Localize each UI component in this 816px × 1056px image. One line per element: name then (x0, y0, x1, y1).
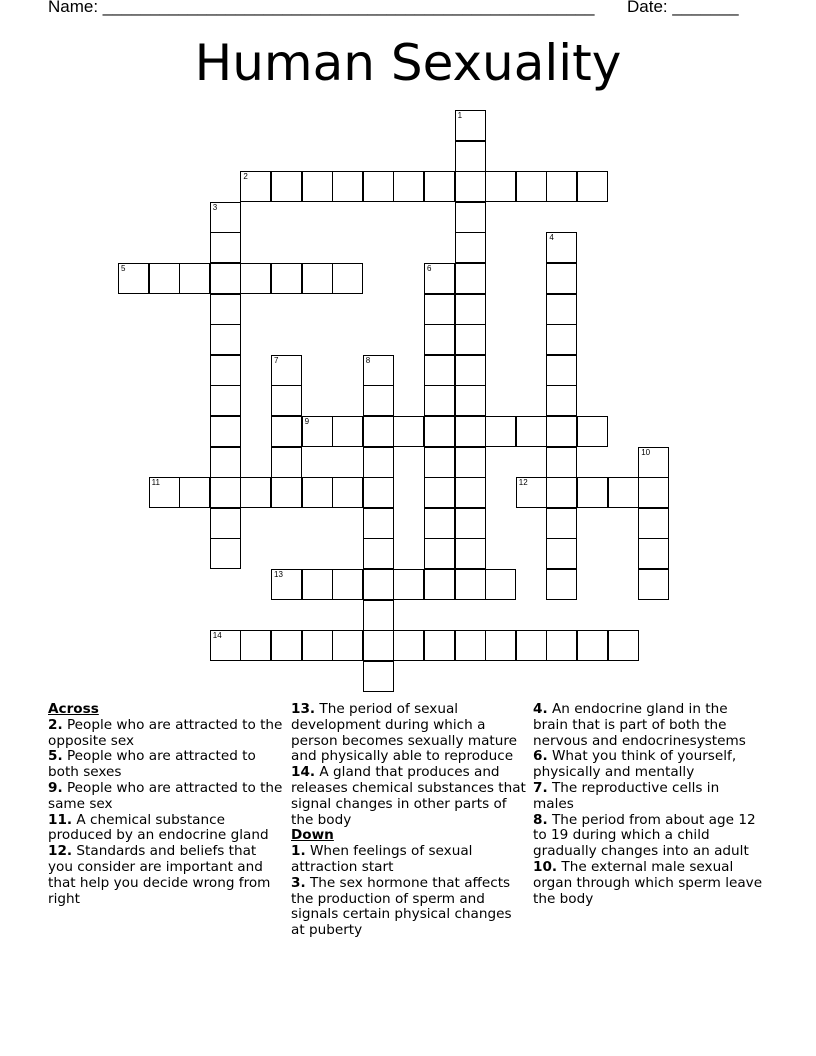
crossword-cell[interactable] (424, 447, 455, 478)
crossword-cell[interactable] (179, 477, 210, 508)
clue-number: 4 (549, 233, 554, 243)
clue-text: The sex hormone that affects the production of sperm and signals certain physical changes at puberty (291, 874, 512, 939)
crossword-cell[interactable] (546, 416, 577, 447)
crossword-cell[interactable] (546, 508, 577, 539)
crossword-cell[interactable] (332, 630, 363, 661)
crossword-cell[interactable] (363, 508, 394, 539)
clues-column-1 (48, 702, 284, 907)
crossword-cell[interactable] (363, 171, 394, 202)
date-field-label: Date: _______ (627, 0, 739, 16)
crossword-cell[interactable] (302, 477, 333, 508)
crossword-cell[interactable] (271, 385, 302, 416)
crossword-cell[interactable] (424, 569, 455, 600)
crossword-cell[interactable] (240, 630, 271, 661)
crossword-cell[interactable] (210, 263, 241, 294)
clue-number-label: 13. (291, 701, 316, 717)
crossword-cell[interactable] (424, 385, 455, 416)
clue-number-label: 9. (48, 779, 63, 796)
crossword-cell[interactable] (363, 538, 394, 569)
crossword-cell[interactable] (363, 416, 394, 447)
clue-item (48, 781, 284, 813)
crossword-cell[interactable] (455, 416, 486, 447)
crossword-cell[interactable] (332, 171, 363, 202)
crossword-cell[interactable] (179, 263, 210, 294)
clue-text: The external male sexual organ through which sperm leave the body (533, 858, 763, 907)
crossword-cell[interactable] (210, 508, 241, 539)
clue-text: The reproductive cells in males (533, 779, 720, 812)
crossword-cell[interactable] (455, 538, 486, 569)
clue-text: Standards and beliefs that you consider are important and that help you decide wrong from right (48, 843, 271, 907)
crossword-cell[interactable] (455, 232, 486, 263)
clue-item (533, 860, 763, 907)
crossword-cell[interactable] (393, 171, 424, 202)
crossword-cell[interactable] (210, 416, 241, 447)
clue-number: 11 (151, 478, 160, 488)
clue-item (48, 718, 284, 750)
crossword-cell[interactable] (546, 263, 577, 294)
crossword-cell[interactable] (424, 263, 455, 294)
crossword-cell[interactable] (302, 263, 333, 294)
crossword-cell[interactable] (271, 416, 302, 447)
crossword-cell[interactable] (455, 477, 486, 508)
clue-number: 9 (304, 417, 310, 426)
crossword-cell[interactable] (455, 385, 486, 416)
clue-number: 1 (457, 111, 463, 120)
crossword-cell[interactable] (455, 324, 486, 355)
crossword-cell[interactable] (363, 569, 394, 600)
clue-item (533, 702, 763, 749)
crossword-cell[interactable] (210, 630, 241, 661)
crossword-cell[interactable] (485, 416, 516, 447)
crossword-cell[interactable] (546, 477, 577, 508)
crossword-cell[interactable] (332, 569, 363, 600)
crossword-cell[interactable] (271, 477, 302, 508)
crossword-cell[interactable] (363, 477, 394, 508)
crossword-cell[interactable] (149, 477, 180, 508)
crossword-cell[interactable] (577, 630, 608, 661)
across-clue-list (48, 718, 284, 908)
crossword-cell[interactable] (516, 477, 547, 508)
clue-text: What you think of yourself, physically and mentally (533, 748, 737, 781)
clue-number-label: 4. (533, 701, 548, 717)
crossword-cell[interactable] (424, 294, 455, 325)
crossword-cell[interactable] (302, 416, 333, 447)
crossword-cell[interactable] (546, 447, 577, 478)
crossword-cell[interactable] (455, 110, 486, 141)
crossword-cell[interactable] (455, 294, 486, 325)
crossword-cell[interactable] (271, 630, 302, 661)
clue-number: 10 (641, 447, 651, 457)
clue-number-label: 5. (48, 748, 63, 765)
crossword-cell[interactable] (638, 538, 669, 569)
crossword-cell[interactable] (332, 263, 363, 294)
crossword-cell[interactable] (210, 355, 241, 386)
crossword-cell[interactable] (210, 232, 241, 263)
clue-item (533, 813, 763, 860)
clue-text: People who are attracted to both sexes (48, 748, 256, 781)
crossword-cell[interactable] (455, 447, 486, 478)
clue-number-label: 12. (48, 843, 73, 860)
crossword-cell[interactable] (516, 416, 547, 447)
crossword-cell[interactable] (393, 630, 424, 661)
clue-number: 8 (365, 355, 371, 365)
crossword-cell[interactable] (546, 324, 577, 355)
clue-number: 3 (212, 202, 218, 212)
crossword-cell[interactable] (393, 569, 424, 600)
crossword-cell[interactable] (546, 232, 577, 263)
crossword-cell[interactable] (424, 630, 455, 661)
crossword-cell[interactable] (210, 324, 241, 355)
crossword-cell[interactable] (118, 263, 149, 294)
clue-item (291, 844, 527, 876)
crossword-cell[interactable] (393, 416, 424, 447)
clue-item (291, 765, 527, 828)
crossword-cell[interactable] (424, 324, 455, 355)
crossword-cell[interactable] (485, 630, 516, 661)
crossword-cell[interactable] (149, 263, 180, 294)
crossword-cell[interactable] (577, 416, 608, 447)
clue-number-label: 14. (291, 764, 316, 781)
crossword-cell[interactable] (455, 202, 486, 233)
crossword-cell[interactable] (210, 294, 241, 325)
down-clue-list (291, 844, 527, 939)
crossword-cell[interactable] (455, 630, 486, 661)
clue-number-label: 7. (533, 779, 548, 796)
clue-text: People who are attracted to the opposite sex (48, 716, 283, 749)
crossword-cell[interactable] (271, 569, 302, 600)
clue-item (291, 702, 527, 765)
clue-number: 2 (243, 172, 248, 182)
clue-number: 14 (212, 631, 222, 641)
clue-text: A gland that produces and releases chemical substances that signal changes in other parts of the body (291, 764, 526, 828)
crossword-cell[interactable] (363, 630, 394, 661)
crossword-cell[interactable] (546, 538, 577, 569)
clue-item (291, 876, 527, 939)
crossword-cell[interactable] (210, 477, 241, 508)
clue-number: 5 (121, 264, 126, 273)
crossword-cell[interactable] (546, 171, 577, 202)
crossword-cell[interactable] (455, 263, 486, 294)
crossword-cell[interactable] (363, 355, 394, 386)
crossword-cell[interactable] (516, 630, 547, 661)
crossword-cell[interactable] (546, 385, 577, 416)
clue-text: When feelings of sexual attraction start (291, 843, 473, 875)
clue-number-label: 10. (533, 858, 558, 875)
clues-column-2 (291, 702, 527, 939)
crossword-cell[interactable] (271, 171, 302, 202)
crossword-cell[interactable] (546, 630, 577, 661)
clue-number-label: 3. (291, 874, 306, 891)
crossword-cell[interactable] (424, 171, 455, 202)
clue-number: 12 (518, 478, 528, 488)
crossword-cell[interactable] (455, 171, 486, 202)
crossword-cell[interactable] (485, 569, 516, 600)
clue-item (48, 749, 284, 781)
crossword-cell[interactable] (363, 447, 394, 478)
clue-item (48, 844, 284, 907)
crossword-cell[interactable] (210, 538, 241, 569)
crossword-cell[interactable] (271, 447, 302, 478)
crossword-cell[interactable] (608, 630, 639, 661)
crossword-cell[interactable] (424, 355, 455, 386)
down-heading: Down (291, 827, 334, 844)
clue-number: 6 (427, 264, 432, 273)
clue-item (533, 781, 763, 813)
crossword-cell[interactable] (210, 447, 241, 478)
clue-number-label: 8. (533, 811, 548, 828)
crossword-cell[interactable] (638, 508, 669, 539)
crossword-cell[interactable] (638, 477, 669, 508)
clue-text: The period from about age 12 to 19 during which a child gradually changes into an adult (533, 811, 756, 860)
page-title: Human Sexuality (194, 34, 622, 92)
crossword-cell[interactable] (577, 477, 608, 508)
crossword-cell[interactable] (240, 477, 271, 508)
across-clue-list-continued (291, 702, 527, 828)
crossword-cell[interactable] (546, 294, 577, 325)
crossword-cell[interactable] (240, 263, 271, 294)
crossword-cell[interactable] (332, 416, 363, 447)
name-field-label: Name: ____________________________________________________ (48, 0, 595, 16)
crossword-cell[interactable] (546, 569, 577, 600)
crossword-cell[interactable] (424, 477, 455, 508)
crossword-cell[interactable] (302, 569, 333, 600)
crossword-cell[interactable] (485, 171, 516, 202)
crossword-cell[interactable] (210, 202, 241, 233)
clue-text: The period of sexual development during which a person becomes sexually mature and physically able to reproduce (291, 701, 517, 765)
crossword-cell[interactable] (577, 171, 608, 202)
crossword-cell[interactable] (424, 508, 455, 539)
crossword-cell[interactable] (271, 263, 302, 294)
clues-column-3 (533, 702, 763, 907)
clue-number-label: 11. (48, 811, 73, 828)
crossword-cell[interactable] (638, 569, 669, 600)
crossword-cell[interactable] (363, 385, 394, 416)
down-clue-list-continued (533, 702, 763, 907)
crossword-cell[interactable] (271, 355, 302, 386)
crossword-cell[interactable] (332, 477, 363, 508)
clue-text: An endocrine gland in the brain that is part of both the nervous and endocrinesystems (533, 701, 746, 749)
clue-item (48, 813, 284, 845)
crossword-cell[interactable] (302, 171, 333, 202)
crossword-cell[interactable] (455, 141, 486, 172)
crossword-cell[interactable] (516, 171, 547, 202)
crossword-cell[interactable] (424, 538, 455, 569)
crossword-cell[interactable] (546, 355, 577, 386)
crossword-cell[interactable] (455, 355, 486, 386)
crossword-cell[interactable] (424, 416, 455, 447)
crossword-cell[interactable] (608, 477, 639, 508)
clue-number: 13 (274, 570, 283, 579)
crossword-cell[interactable] (455, 569, 486, 600)
across-heading: Across (48, 701, 99, 717)
crossword-cell[interactable] (455, 508, 486, 539)
crossword-cell[interactable] (363, 600, 394, 631)
clue-number-label: 2. (48, 716, 63, 733)
crossword-cell[interactable] (363, 661, 394, 692)
clue-item (533, 749, 763, 781)
crossword-cell[interactable] (302, 630, 333, 661)
clue-number-label: 6. (533, 748, 548, 765)
clue-text: A chemical substance produced by an endocrine gland (48, 811, 269, 844)
clue-text: People who are attracted to the same sex (48, 779, 283, 812)
crossword-cell[interactable] (638, 447, 669, 478)
crossword-cell[interactable] (240, 171, 271, 202)
crossword-cell[interactable] (210, 385, 241, 416)
clue-number: 7 (274, 355, 279, 365)
clue-number-label: 1. (291, 843, 306, 860)
